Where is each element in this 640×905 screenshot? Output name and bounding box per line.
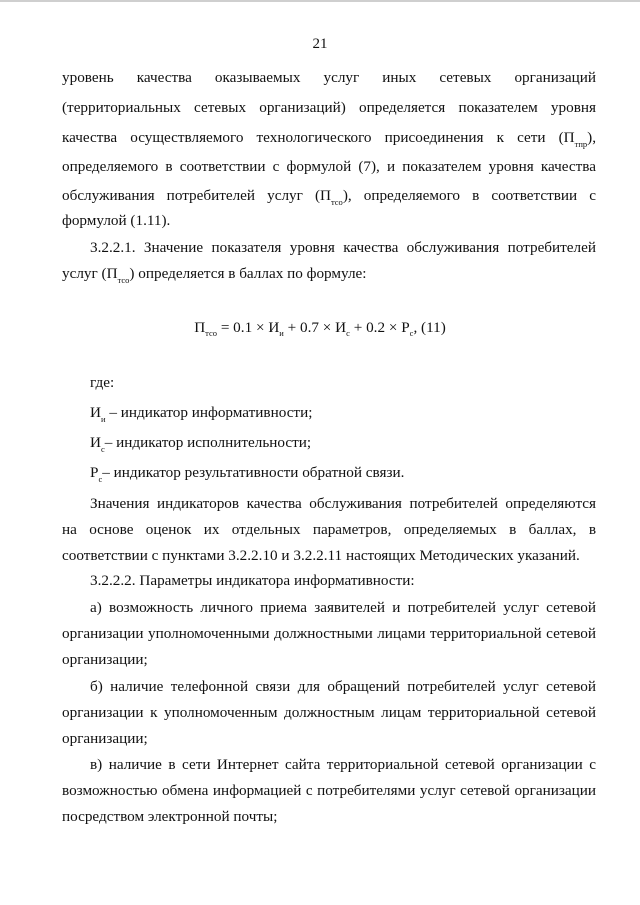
list-item-line: а) возможность личного приема заявителей и потребителей услуг сетевой xyxy=(90,599,596,616)
definition-text: – индикатор информативности; xyxy=(105,404,313,421)
formula-number: , (11) xyxy=(413,319,446,336)
symbol: И xyxy=(90,404,101,421)
text-line: 3.2.2.2. Параметры индикатора информативности: xyxy=(90,572,415,589)
page-number: 21 xyxy=(312,36,328,52)
list-item-line: возможностью обмена информацией с потребителями услуг сетевой организации xyxy=(62,782,596,799)
symbol: П xyxy=(320,187,331,204)
symbol: И xyxy=(90,434,101,451)
symbol: П xyxy=(106,265,118,282)
subscript: и xyxy=(279,328,284,338)
list-item-line: организации; xyxy=(62,651,148,668)
text-line: (территориальных сетевых организаций) определяется показателем уровня xyxy=(62,99,596,116)
text-line: уровень качества оказываемых услуг иных сетевых организаций xyxy=(62,69,596,86)
text-span: качества осуществляемого технологического присоединения к сети ( xyxy=(62,129,564,146)
formula-term: + 0.2 × Р xyxy=(349,319,410,336)
subscript: тсо xyxy=(205,328,218,338)
text-line: 3.2.2.1. Значение показателя уровня качества обслуживания потребителей xyxy=(90,239,596,256)
where-label: где: xyxy=(90,374,115,391)
formula-term: + 0.7 × И xyxy=(283,319,347,336)
text-line: Значения индикаторов качества обслуживания потребителей определяются xyxy=(90,495,596,512)
text-span: обслуживания потребителей услуг ( xyxy=(62,187,320,204)
list-item-line: в) наличие в сети Интернет сайта территориальной сетевой организации с xyxy=(90,756,596,773)
symbol: П xyxy=(563,129,575,146)
list-item-line: организации уполномоченными должностными лицами территориальной сетевой xyxy=(62,625,596,642)
subscript: с xyxy=(346,328,350,338)
definition-line xyxy=(90,463,596,489)
subscript: с xyxy=(409,328,414,338)
subscript: тпр xyxy=(574,139,588,149)
scan-top-edge xyxy=(0,0,640,2)
text-line xyxy=(62,264,596,290)
formula-lhs: П xyxy=(194,319,206,336)
text-line: соответствии с пунктами 3.2.2.10 и 3.2.2.11 настоящих Методических указаний. xyxy=(62,547,580,564)
subscript: и xyxy=(100,414,106,424)
definition-text: – индикатор результативности обратной связи. xyxy=(102,464,405,481)
formula-11 xyxy=(0,318,640,343)
text-span: ) определяется в баллах по формуле: xyxy=(129,265,367,282)
list-item-line: посредством электронной почты; xyxy=(62,808,278,825)
text-line: на основе оценок их отдельных параметров, определяемых в баллах, в xyxy=(62,521,596,538)
text-line: формулой (1.11). xyxy=(62,212,171,229)
text-line xyxy=(62,128,596,154)
list-item-line: б) наличие телефонной связи для обращений потребителей услуг сетевой xyxy=(90,678,596,695)
text-span: ), определяемого в соответствии с xyxy=(342,187,596,204)
text-span: ), xyxy=(587,129,596,146)
subscript: тсо xyxy=(117,275,130,285)
definition-text: – индикатор исполнительности; xyxy=(104,434,312,451)
list-item-line: организации; xyxy=(62,730,148,747)
text-span: услуг ( xyxy=(62,265,107,282)
definition-line xyxy=(90,403,596,429)
list-item-line: организации к уполномоченным должностным лицам территориальной сетевой xyxy=(62,704,596,721)
subscript: с xyxy=(98,474,103,484)
subscript: тсо xyxy=(330,197,343,207)
symbol: Р xyxy=(90,464,99,481)
text-line xyxy=(62,186,596,212)
text-line: определяемого в соответствии с формулой (7), и показателем уровня качества xyxy=(62,158,596,175)
subscript: с xyxy=(100,444,105,454)
definition-line xyxy=(90,433,596,459)
formula-term: = 0.1 × И xyxy=(217,319,280,336)
